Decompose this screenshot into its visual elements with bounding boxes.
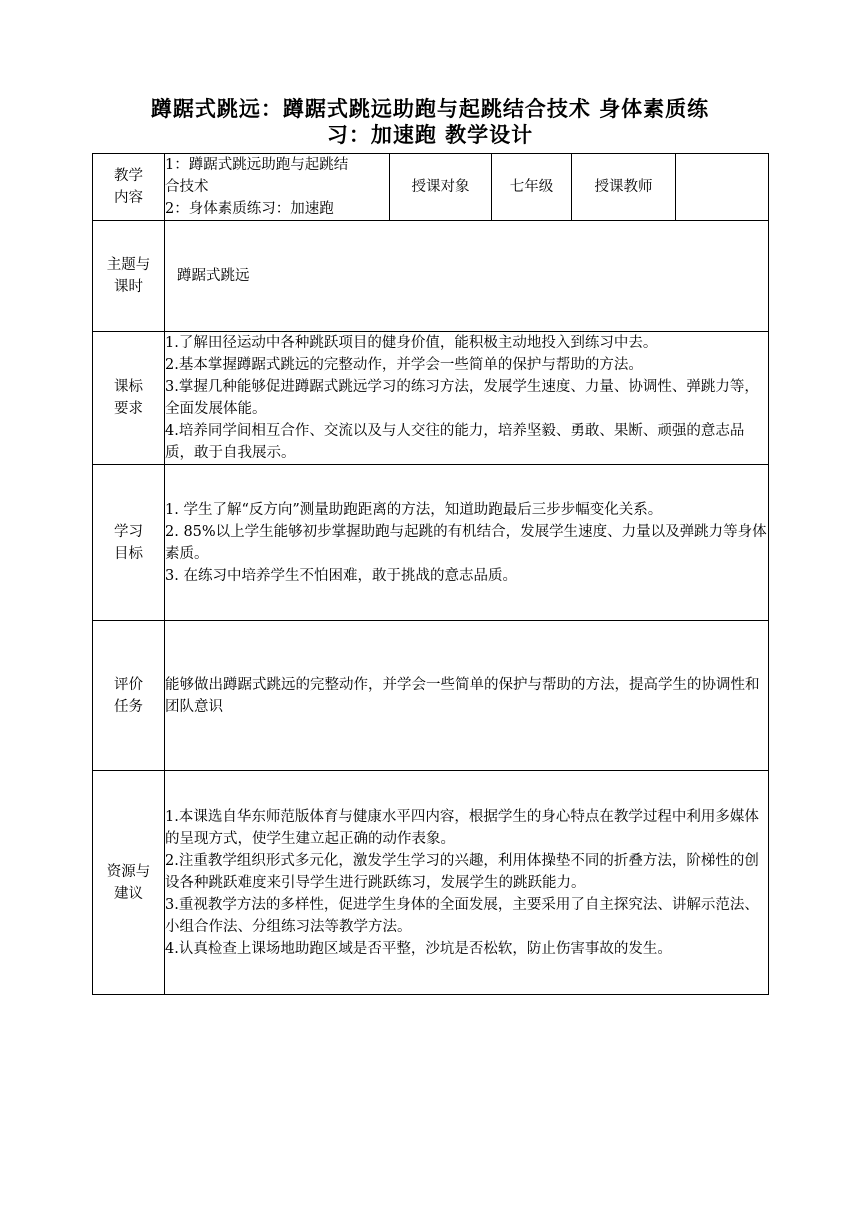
standards-label: 课标 要求 bbox=[93, 332, 165, 465]
header-row bbox=[93, 154, 769, 221]
page-title bbox=[120, 96, 740, 148]
lesson-design-table bbox=[92, 153, 769, 995]
assessment-content: 能够做出蹲踞式跳远的完整动作，并学会一些简单的保护与帮助的方法，提高学生的协调性和团队意识 bbox=[165, 621, 769, 771]
objectives-row bbox=[93, 465, 769, 621]
resources-row bbox=[93, 771, 769, 995]
resources-content: 1.本课选自华东师范版体育与健康水平四内容，根据学生的身心特点在教学过程中利用多媒体的呈现方式，使学生建立起正确的动作表象。 2.注重教学组织形式多元化，激发学生学习的兴趣，利用体操垫不同的折叠方法，阶梯性的创设各种跳跃难度来引导学生进行跳跃练习，发展学生的跳跃能力。 3.重视教学方法的多样性，促进学生身体的全面发展，主要采用了自主探究法、讲解示范法、小组合作法、分组练习法等教学方法。 4.认真检查上课场地助跑区域是否平整，沙坑是否松软，防止伤害事故的发生。 bbox=[165, 771, 769, 995]
title-line-1: 蹲踞式跳远：蹲踞式跳远助跑与起跳结合技术 身体素质练 bbox=[150, 96, 710, 121]
theme-content: 蹲踞式跳远 bbox=[165, 221, 769, 332]
title-line-2: 习：加速跑 教学设计 bbox=[326, 122, 534, 147]
teaching-content-value: 1：蹲踞式跳远助跑与起跳结 合技术 2：身体素质练习：加速跑 bbox=[165, 154, 390, 221]
objectives-content: 1. 学生了解“反方向”测量助跑距离的方法，知道助跑最后三步步幅变化关系。 2. 85%以上学生能够初步掌握助跑与起跳的有机结合，发展学生速度、力量以及弹跳力等身体素质。 3. 在练习中培养学生不怕困难，敢于挑战的意志品质。 bbox=[165, 465, 769, 621]
theme-row bbox=[93, 221, 769, 332]
objectives-label: 学习 目标 bbox=[93, 465, 165, 621]
resources-label: 资源与 建议 bbox=[93, 771, 165, 995]
teacher-label: 授课教师 bbox=[572, 154, 676, 221]
audience-label: 授课对象 bbox=[390, 154, 492, 221]
theme-label: 主题与 课时 bbox=[93, 221, 165, 332]
grade-value: 七年级 bbox=[492, 154, 572, 221]
teaching-content-label: 教学 内容 bbox=[93, 154, 165, 221]
assessment-label: 评价 任务 bbox=[93, 621, 165, 771]
standards-row bbox=[93, 332, 769, 465]
standards-content: 1.了解田径运动中各种跳跃项目的健身价值，能积极主动地投入到练习中去。 2.基本掌握蹲踞式跳远的完整动作，并学会一些简单的保护与帮助的方法。 3.掌握几种能够促进蹲踞式跳远学习的练习方法，发展学生速度、力量、协调性、弹跳力等，全面发展体能。 4.培养同学间相互合作、交流以及与人交往的能力，培养坚毅、勇敢、果断、顽强的意志品质，敢于自我展示。 bbox=[165, 332, 769, 465]
teacher-value bbox=[676, 154, 769, 221]
assessment-row bbox=[93, 621, 769, 771]
